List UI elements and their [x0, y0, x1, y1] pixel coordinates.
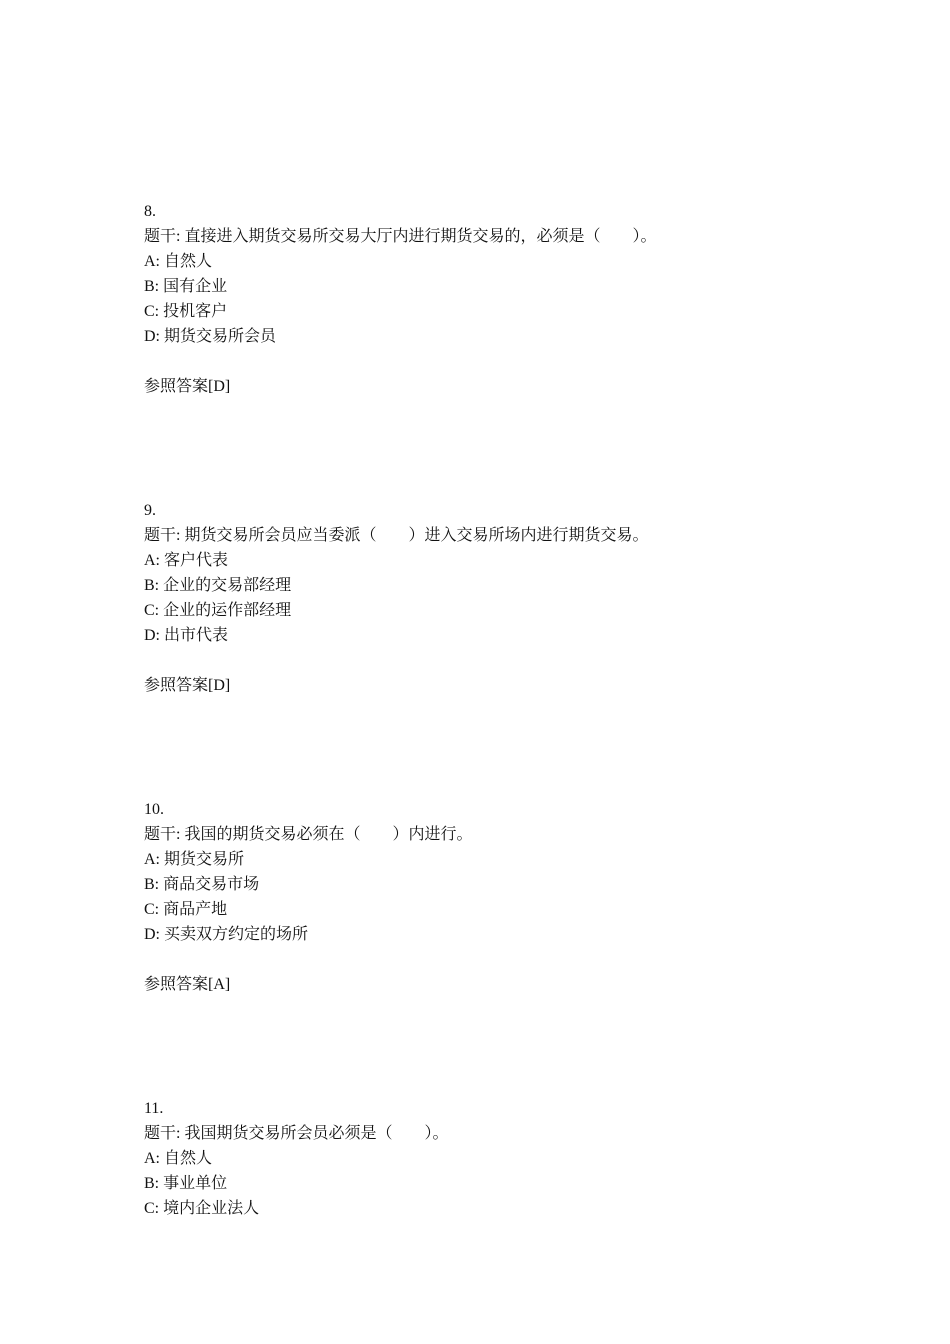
reference-answer: 参照答案[A] [144, 976, 231, 993]
option-b: B: 商品交易市场 [144, 876, 260, 893]
option-b: B: 事业单位 [144, 1175, 228, 1192]
question-number: 10. [144, 801, 164, 818]
question-11 [144, 1096, 844, 1221]
option-c: C: 投机客户 [144, 303, 228, 320]
question-number: 8. [144, 203, 156, 220]
option-d: D: 期货交易所会员 [144, 328, 277, 345]
option-d: D: 买卖双方约定的场所 [144, 926, 309, 943]
option-a: A: 自然人 [144, 1150, 213, 1167]
question-8 [144, 199, 844, 399]
question-9 [144, 498, 844, 698]
question-stem: 题干: 期货交易所会员应当委派（ ）进入交易所场内进行期货交易。 [144, 527, 649, 544]
option-b: B: 国有企业 [144, 278, 228, 295]
reference-answer: 参照答案[D] [144, 677, 231, 694]
question-number: 11. [144, 1100, 164, 1117]
question-stem: 题干: 直接进入期货交易所交易大厅内进行期货交易的，必须是（ ）。 [144, 228, 657, 245]
option-b: B: 企业的交易部经理 [144, 577, 292, 594]
question-stem: 题干: 我国的期货交易必须在（ ）内进行。 [144, 826, 473, 843]
option-c: C: 企业的运作部经理 [144, 602, 292, 619]
question-10 [144, 797, 844, 997]
reference-answer: 参照答案[D] [144, 378, 231, 395]
option-c: C: 商品产地 [144, 901, 228, 918]
question-stem: 题干: 我国期货交易所会员必须是（ ）。 [144, 1125, 449, 1142]
option-a: A: 客户代表 [144, 552, 229, 569]
option-d: D: 出市代表 [144, 627, 229, 644]
option-c: C: 境内企业法人 [144, 1200, 260, 1217]
option-a: A: 自然人 [144, 253, 213, 270]
question-number: 9. [144, 502, 156, 519]
option-a: A: 期货交易所 [144, 851, 245, 868]
